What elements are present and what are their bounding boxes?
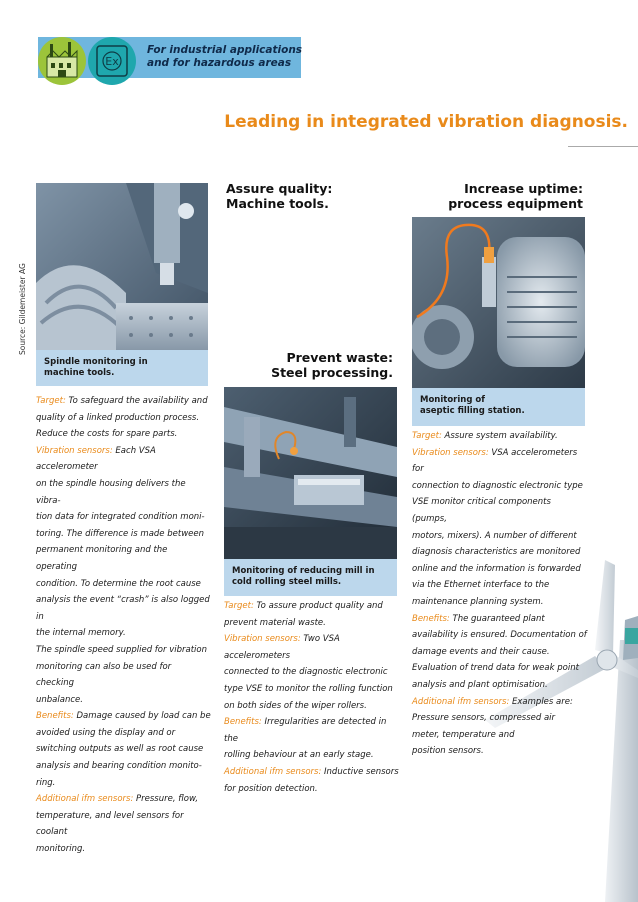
body-line [36,741,211,758]
body-line [36,576,211,593]
body-line-text: damage events and their cause. [412,646,550,657]
body-line-text: diagnosis characteristics are monitored [412,547,581,558]
body-line-label: Target: [36,396,66,406]
body-line [412,445,587,478]
body-line-text: The guaranteed plant [449,613,545,624]
spindle-caption [36,350,208,386]
body-line-text: The spindle speed supplied for vibration [36,644,207,655]
process-title-line-2: process equipment [448,196,583,211]
body-line [36,692,211,709]
rolling-mill-caption-line-2: cold rolling steel mills. [232,576,342,587]
machine-tools-body [36,393,211,858]
body-line-text: Reduce the costs for spare parts. [36,429,178,440]
body-line [224,747,399,764]
banner-text [147,44,302,70]
spindle-machine-photo [36,183,208,350]
body-line-text: type VSE to monitor the rolling function [224,683,393,694]
process-title-line-1: Increase uptime: [464,181,583,196]
body-line [224,681,399,698]
body-line [36,758,211,775]
rolling-mill-caption-line-1: Monitoring of reducing mill in [232,566,375,576]
body-line [412,494,587,527]
body-line-text: online and the information is forwarded [412,563,581,574]
body-line [36,625,211,642]
body-line-text: rolling behaviour at an early stage. [224,750,374,761]
body-line [412,677,587,694]
body-line-text: quality of a linked production process. [36,412,200,423]
body-line-text: ring. [36,777,56,788]
body-line-text: To safeguard the availability and [65,396,208,406]
body-line [412,660,587,677]
body-line-text: the internal memory. [36,628,126,639]
industrial-plant-icon [38,37,86,85]
body-line-text: Pressure sensors, compressed air [412,713,556,724]
body-line-text: motors, mixers). A number of different [412,530,577,541]
body-line-text: Each VSA accelerometer [36,445,156,473]
body-line-label: Benefits: [36,711,74,722]
body-line-text: analysis and plant optimisation. [412,679,548,690]
headline-rule [568,146,638,147]
body-line-text: permanent monitoring and the operating [36,545,168,572]
steel-title-line-1: Prevent waste: [286,350,393,365]
body-line-text: position sensors. [412,746,484,757]
body-line [412,694,587,711]
body-line-label: Additional ifm sensors: [36,794,134,805]
body-line-text: toring. The difference is made between [36,528,204,539]
steel-processing-title [271,350,393,380]
steel-processing-body [224,598,399,797]
body-line [36,542,211,575]
body-line-label: Vibration sensors: [36,445,113,456]
body-line [412,710,587,727]
body-line [224,615,399,632]
body-line [412,577,587,594]
body-line-text: tion data for integrated condition moni- [36,512,205,523]
body-line-text: Evaluation of trend data for weak point [412,663,579,674]
body-line [36,443,211,476]
body-line [224,631,399,664]
body-line-text: analysis and bearing condition monito- [36,761,202,772]
body-line-text: monitoring can also be used for checking [36,661,172,689]
body-line [412,428,587,445]
steel-title-line-2: Steel processing. [271,365,393,380]
body-line [224,714,399,747]
body-line-text: temperature, and level sensors for coolant [36,810,184,838]
body-line-text: analysis the event “crash” is also logged in [36,595,210,622]
image-source-credit: Source: Gildemeister AG [18,263,27,355]
filling-station-caption-line-1: Monitoring of [420,395,485,405]
body-line-text: VSE monitor critical components (pumps, [412,497,551,524]
body-line [224,781,399,798]
body-line [412,594,587,611]
filling-station-photo [412,217,585,388]
body-line-text: Irregularities are detected in the [224,717,387,744]
body-line [412,544,587,561]
machine-tools-title-line-2: Machine tools. [226,196,329,211]
body-line [412,561,587,578]
body-line-label: Additional ifm sensors: [412,696,510,707]
body-line-text: To assure product quality and [253,601,383,611]
body-line-text: maintenance planning system. [412,596,544,607]
spindle-caption-line-1: Spindle monitoring in [44,357,148,367]
body-line-label: Target: [224,601,254,611]
body-line-text: Pressure, flow, [133,794,199,805]
banner-line-1: For industrial applications [147,44,303,56]
body-line [224,598,399,615]
body-line-text: on the spindle housing delivers the vibra- [36,478,186,506]
filling-station-caption-line-2: aseptic filling station. [420,405,525,416]
body-line-text: Damage caused by load can be [73,711,211,722]
body-line [412,727,587,744]
filling-station-caption [412,388,585,426]
ex-symbol: Ex [105,55,119,68]
body-line [412,743,587,760]
body-line [224,698,399,715]
body-line-text: prevent material waste. [224,617,326,628]
body-line [36,393,211,410]
body-line-text: connection to diagnostic electronic type [412,480,583,491]
body-line [36,791,211,808]
body-line-label: Vibration sensors: [224,634,301,645]
body-line [36,841,211,858]
body-line-text: switching outputs as well as root cause [36,744,204,755]
body-line [36,410,211,427]
body-line-label: Vibration sensors: [412,447,489,458]
body-line [412,528,587,545]
body-line-text: on both sides of the wiper rollers. [224,700,367,711]
body-line [36,659,211,692]
body-line-text: Two VSA accelerometers [224,634,340,661]
body-line-text: VSA accelerometers for [412,447,578,475]
rolling-mill-caption [224,559,397,596]
machine-tools-title [226,181,332,211]
body-line-text: condition. To determine the root cause [36,578,201,589]
body-line-text: unbalance. [36,694,83,705]
body-line [36,725,211,742]
body-line-text: Assure system availability. [441,431,558,441]
body-line [412,611,587,628]
body-line [36,592,211,625]
body-line-text: meter, temperature and [412,729,515,740]
body-line [412,627,587,644]
body-line-text: Inductive sensors [321,766,399,777]
body-line-text: for position detection. [224,783,318,794]
body-line-text: connected to the diagnostic electronic [224,667,388,678]
rolling-mill-photo [224,387,397,559]
body-line-text: availability is ensured. Documentation of [412,630,587,641]
body-line-label: Additional ifm sensors: [224,766,322,777]
body-line [36,775,211,792]
spindle-caption-line-2: machine tools. [44,367,115,378]
body-line [36,426,211,443]
body-line-text: Examples are: [509,696,573,707]
body-line-text: avoided using the display and or [36,727,176,738]
process-equipment-title [448,181,583,211]
body-line-label: Benefits: [412,613,450,624]
explosion-proof-icon [88,37,136,85]
body-line [36,808,211,841]
process-equipment-body [412,428,587,760]
page-headline: Leading in integrated vibration diagnosis. [224,112,628,132]
body-line [224,664,399,681]
body-line [224,764,399,781]
body-line [412,644,587,661]
body-line [36,708,211,725]
body-line-text: monitoring. [36,844,86,855]
body-line [36,526,211,543]
body-line [36,476,211,509]
banner-line-2: and for hazardous areas [147,57,292,69]
body-line-label: Target: [412,431,442,441]
body-line-label: Benefits: [224,717,262,728]
machine-tools-title-line-1: Assure quality: [226,181,333,196]
body-line-text: via the Ethernet interface to the [412,580,550,591]
body-line [412,478,587,495]
body-line [36,642,211,659]
body-line [36,509,211,526]
